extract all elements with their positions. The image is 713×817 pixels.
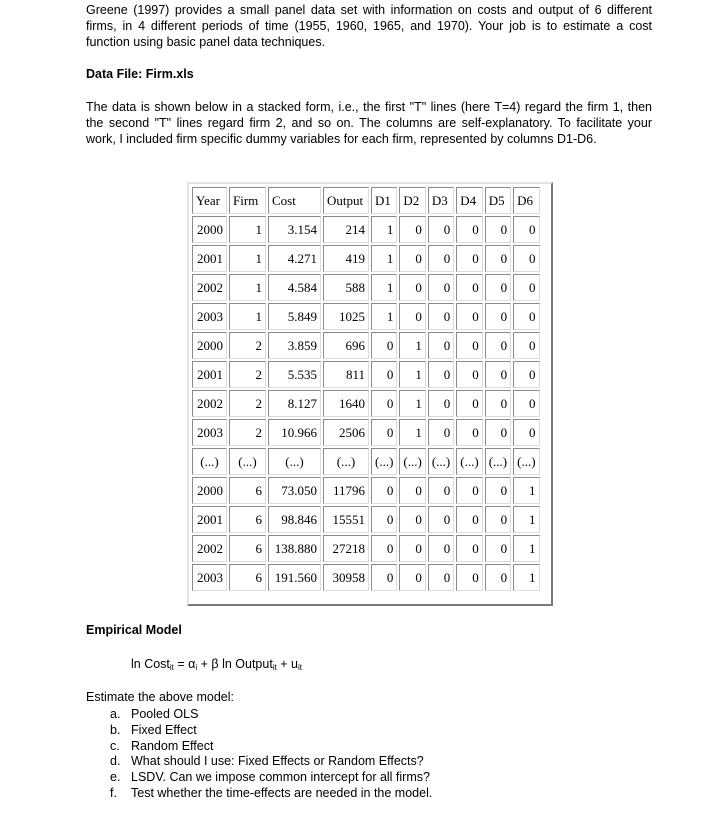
cell-d3: 0 [428,216,454,243]
cell-cost: 138.880 [268,535,321,562]
cell-cost: 8.127 [268,390,321,417]
table-row [192,506,540,533]
task-list [110,707,432,802]
task-item [110,707,432,723]
cell-d3: 0 [428,245,454,272]
table-row [192,477,540,504]
cell-firm: 1 [229,303,266,330]
cell-d1: 0 [371,419,397,446]
cell-d4: 0 [456,274,482,301]
task-text: What should I use: Fixed Effects or Random Effects? [131,754,424,769]
table-body [192,216,540,591]
cell-d4: 0 [456,535,482,562]
firm-data-table [190,185,542,593]
cell-output: 214 [323,216,369,243]
table-row [192,216,540,243]
header-firm: Firm [229,187,266,214]
cell-cost: 10.966 [268,419,321,446]
cell-cost: 4.271 [268,245,321,272]
cell-d2: 0 [399,506,425,533]
cell-d3: 0 [428,390,454,417]
subscript-it-2: it [272,663,277,672]
table-row [192,390,540,417]
cell-d3: 0 [428,564,454,591]
intro-paragraph: Greene (1997) provides a small panel data set with information on costs and output of 6 different firms, in 4 different periods of time (1955, 1960, 1965, and 1970). Your job is to estimate a cost function using basic panel data techniques. [86,3,652,49]
cell-d1: 1 [371,216,397,243]
cell-d5: 0 [485,564,511,591]
cell-d2: 0 [399,245,425,272]
cell-d3: 0 [428,477,454,504]
cell-output: 2506 [323,419,369,446]
cell-d1: 0 [371,506,397,533]
task-text: Fixed Effect [131,722,197,737]
cell-d4: 0 [456,477,482,504]
cell-d3: 0 [428,419,454,446]
cell-firm: 2 [229,419,266,446]
header-d3: D3 [428,187,454,214]
cell-year: 2001 [192,245,227,272]
cell-d5: 0 [485,274,511,301]
cell-year: 2002 [192,274,227,301]
cell-cost: 5.535 [268,361,321,388]
subscript-it-1: it [169,663,174,672]
cell-d3: 0 [428,535,454,562]
cell-d4: 0 [456,332,482,359]
cell-d5: 0 [485,506,511,533]
table-row [192,361,540,388]
cell-year: 2000 [192,216,227,243]
data-file-heading: Data File: Firm.xls [86,67,194,81]
cell-d2: 0 [399,477,425,504]
cell-output: 30958 [323,564,369,591]
task-text: Pooled OLS [131,707,199,721]
cell-year: 2003 [192,303,227,330]
cell-d2: 0 [399,216,425,243]
cell-d1: 0 [371,564,397,591]
task-marker: c. [110,738,120,753]
cell-output: 1640 [323,390,369,417]
cell-d1: 0 [371,477,397,504]
cell-cost: 3.859 [268,332,321,359]
cell-d3: 0 [428,361,454,388]
cell-firm: 6 [229,564,266,591]
table-row [192,448,540,475]
cell-d6: 0 [513,303,539,330]
cell-d6: 0 [513,361,539,388]
cell-d2: 0 [399,564,425,591]
table-row [192,535,540,562]
cell-d6: 0 [513,390,539,417]
cell-output: 15551 [323,506,369,533]
cell-d4: 0 [456,361,482,388]
cell-d6: 0 [513,419,539,446]
cell-cost: 3.154 [268,216,321,243]
header-year: Year [192,187,227,214]
cell-cost: 98.846 [268,506,321,533]
cell-output: 588 [323,274,369,301]
task-item [110,786,432,802]
task-marker: e. [110,770,121,785]
cell-d2: 0 [399,274,425,301]
table-row [192,245,540,272]
cell-cost: (...) [268,448,321,475]
cell-d2: 1 [399,390,425,417]
cell-d3: 0 [428,506,454,533]
task-text: Test whether the time-effects are needed in the model. [131,785,433,800]
cell-d5: 0 [485,390,511,417]
cell-d4: 0 [456,390,482,417]
cell-d5: 0 [485,361,511,388]
cell-year: 2001 [192,506,227,533]
cell-year: 2002 [192,390,227,417]
task-marker: f. [110,785,117,800]
cell-d6: 1 [513,477,539,504]
table-row [192,419,540,446]
cell-firm: 1 [229,216,266,243]
header-d2: D2 [399,187,425,214]
cell-d1: 0 [371,535,397,562]
cell-d1: 0 [371,332,397,359]
cell-output: 811 [323,361,369,388]
cell-d2: 1 [399,419,425,446]
header-d1: D1 [371,187,397,214]
cell-d1: 0 [371,361,397,388]
cell-d4: 0 [456,419,482,446]
cell-d1: (...) [371,448,397,475]
empirical-model-heading: Empirical Model [86,623,182,637]
cell-firm: 2 [229,390,266,417]
cell-year: (...) [192,448,227,475]
cell-firm: 2 [229,332,266,359]
cell-d4: 0 [456,506,482,533]
task-item [110,754,432,770]
cell-firm: 6 [229,477,266,504]
cell-output: 419 [323,245,369,272]
cell-year: 2002 [192,535,227,562]
cell-year: 2000 [192,332,227,359]
cell-d4: 0 [456,216,482,243]
task-marker: d. [110,754,121,769]
cell-d4: 0 [456,303,482,330]
cell-d3: (...) [428,448,454,475]
cell-d2: 0 [399,303,425,330]
cell-firm: (...) [229,448,266,475]
equation-alpha: = α [173,657,196,671]
task-marker: b. [110,722,121,737]
task-item [110,770,432,786]
cell-d2: 1 [399,361,425,388]
header-d6: D6 [513,187,539,214]
header-d5: D5 [485,187,511,214]
subscript-it-3: it [298,663,303,672]
cell-cost: 191.560 [268,564,321,591]
estimate-lead-text: Estimate the above model: [86,690,234,704]
table-row [192,274,540,301]
cell-d1: 1 [371,303,397,330]
cell-d3: 0 [428,332,454,359]
stacked-note-paragraph: The data is shown below in a stacked form, i.e., the first "T" lines (here T=4) regard the firm 1, then the second "T" lines regard firm 2, and so on. The columns are self-explanatory. To facilitate your work, I included firm specific dummy variables for each firm, represented by columns D1-D6. [86,100,652,146]
cell-d1: 1 [371,274,397,301]
header-output: Output [323,187,369,214]
cell-cost: 5.849 [268,303,321,330]
cell-d3: 0 [428,303,454,330]
cell-d4: 0 [456,564,482,591]
cell-d2: (...) [399,448,425,475]
cell-firm: 1 [229,274,266,301]
cell-d5: 0 [485,216,511,243]
cell-d6: 0 [513,332,539,359]
table-row [192,564,540,591]
cell-d6: 1 [513,506,539,533]
cell-output: (...) [323,448,369,475]
cell-firm: 6 [229,506,266,533]
cell-cost: 73.050 [268,477,321,504]
equation-error: + u [276,657,299,671]
cell-output: 696 [323,332,369,359]
cell-output: 11796 [323,477,369,504]
cell-d5: 0 [485,303,511,330]
table-row [192,303,540,330]
cell-firm: 1 [229,245,266,272]
cell-d6: 0 [513,245,539,272]
cell-d5: 0 [485,332,511,359]
cell-d4: (...) [456,448,482,475]
data-table-frame [187,182,553,606]
cell-d5: 0 [485,477,511,504]
cell-d5: (...) [485,448,511,475]
cell-d5: 0 [485,535,511,562]
cell-year: 2001 [192,361,227,388]
model-equation [131,657,302,672]
cell-d6: 1 [513,535,539,562]
cell-d1: 0 [371,390,397,417]
cell-output: 1025 [323,303,369,330]
subscript-i: i [195,663,198,672]
cell-d5: 0 [485,419,511,446]
task-text: Random Effect [131,738,214,753]
cell-d6: 1 [513,564,539,591]
cell-d6: 0 [513,216,539,243]
equation-lhs: ln Cost [131,657,170,671]
equation-beta-output: + β ln Output [197,657,273,671]
cell-d1: 1 [371,245,397,272]
task-item [110,723,432,739]
task-item [110,739,432,755]
cell-d2: 0 [399,535,425,562]
cell-d5: 0 [485,245,511,272]
cell-year: 2003 [192,564,227,591]
cell-year: 2000 [192,477,227,504]
task-marker: a. [110,707,121,721]
cell-d2: 1 [399,332,425,359]
cell-year: 2003 [192,419,227,446]
cell-firm: 6 [229,535,266,562]
cell-output: 27218 [323,535,369,562]
header-cost: Cost [268,187,321,214]
table-header-row [192,187,540,214]
task-text: LSDV. Can we impose common intercept for all firms? [131,770,430,785]
cell-d6: 0 [513,274,539,301]
table-row [192,332,540,359]
cell-d3: 0 [428,274,454,301]
cell-d4: 0 [456,245,482,272]
cell-cost: 4.584 [268,274,321,301]
header-d4: D4 [456,187,482,214]
cell-d6: (...) [513,448,539,475]
cell-firm: 2 [229,361,266,388]
